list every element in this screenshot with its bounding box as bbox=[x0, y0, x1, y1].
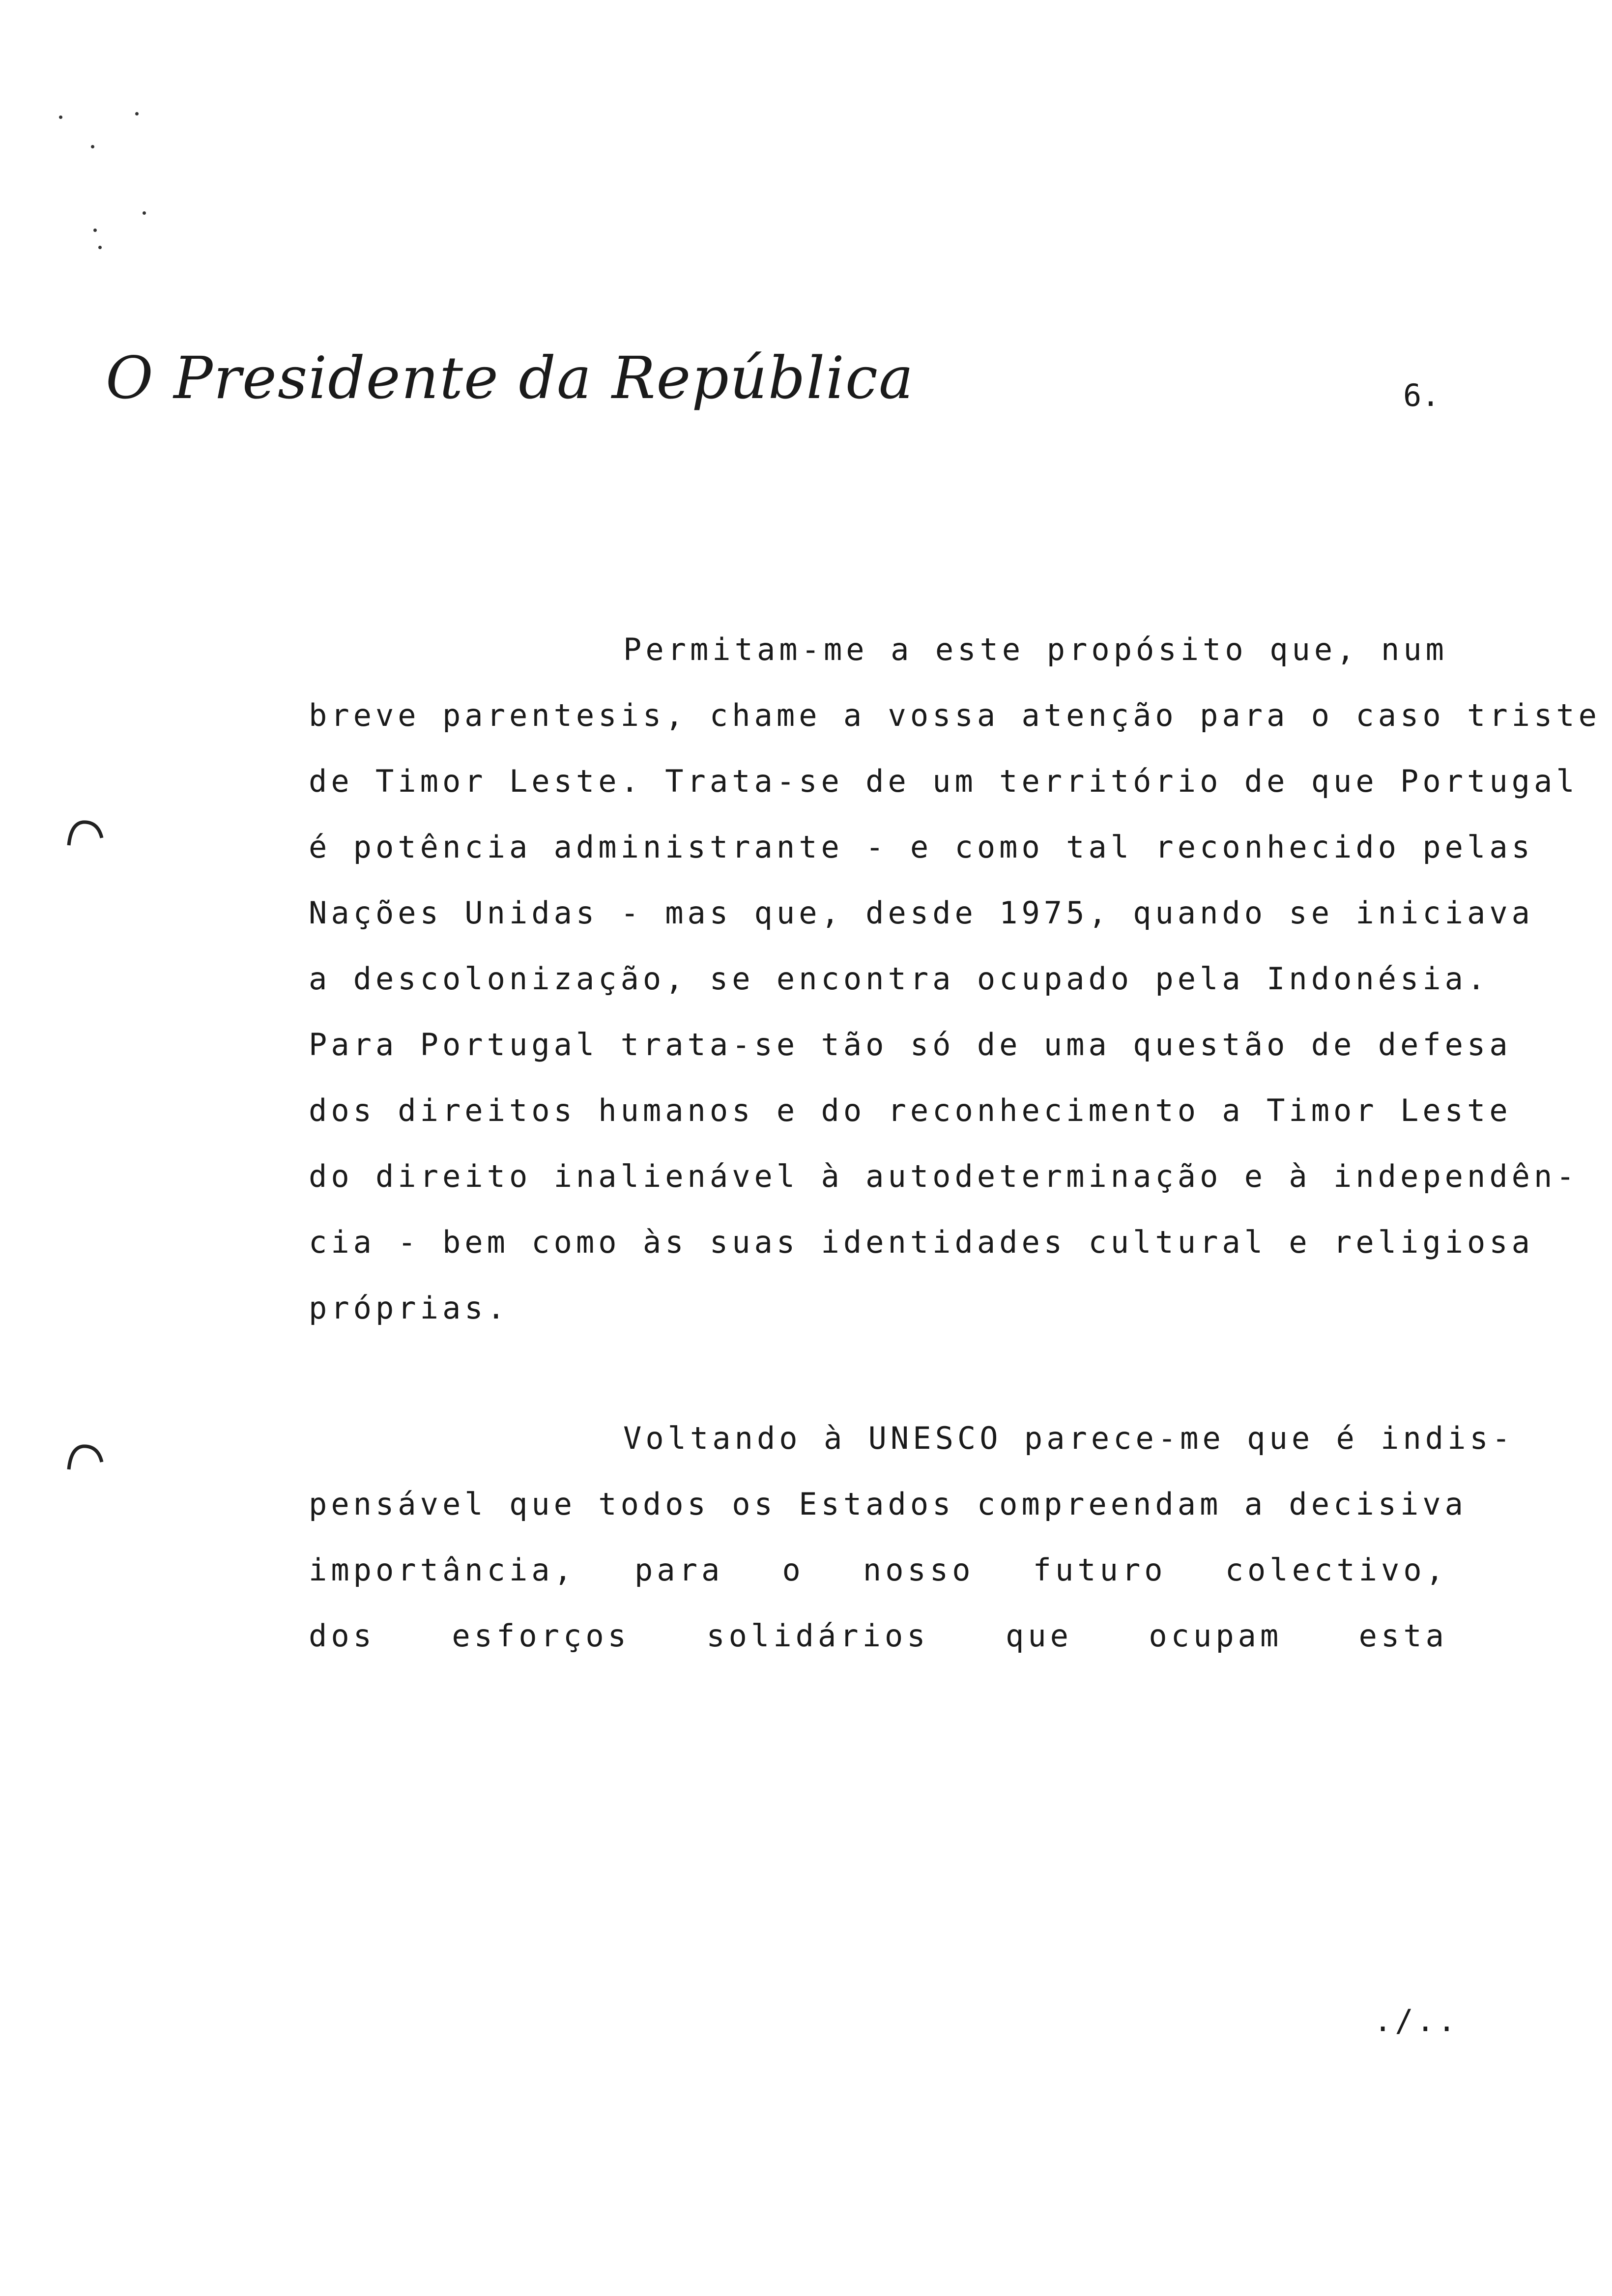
text-line: dos direitos humanos e do reconhecimento a Timor Leste bbox=[309, 1092, 1512, 1128]
paragraph-unesco bbox=[309, 1406, 1515, 1669]
scan-speck bbox=[93, 229, 97, 232]
text-line: é potência administrante - e como tal reconhecido pelas bbox=[309, 829, 1534, 865]
text-line: a descolonização, se encontra ocupado pela Indonésia. bbox=[309, 961, 1490, 997]
text-line: importância, para o nosso futuro colectivo, bbox=[309, 1552, 1448, 1588]
scan-speck bbox=[59, 115, 62, 119]
text-line: cia - bem como às suas identidades cultural e religiosa bbox=[309, 1224, 1534, 1260]
scan-speck bbox=[135, 112, 139, 115]
text-line: Nações Unidas - mas que, desde 1975, quando se iniciava bbox=[309, 895, 1534, 931]
paragraph-timor bbox=[309, 617, 1601, 1341]
text-line: breve parentesis, chame a vossa atenção para o caso triste bbox=[309, 697, 1601, 733]
punch-hole-mark bbox=[66, 1442, 106, 1472]
text-line: do direito inalienável à autodeterminação e à independên- bbox=[309, 1158, 1579, 1194]
text-line: Para Portugal trata-se tão só de uma questão de defesa bbox=[309, 1027, 1512, 1062]
page-number: 6. bbox=[1403, 377, 1440, 413]
scan-speck bbox=[91, 145, 94, 148]
text-line: de Timor Leste. Trata-se de um território de que Portugal bbox=[309, 763, 1579, 799]
text-line: Voltando à UNESCO parece-me que é indis- bbox=[623, 1420, 1515, 1456]
letterhead-title: O Presidente da República bbox=[106, 344, 915, 412]
text-line: dos esforços solidários que ocupam esta bbox=[309, 1618, 1448, 1654]
continuation-mark: ./.. bbox=[1374, 2003, 1459, 2038]
text-line: pensável que todos os Estados compreendam a decisiva bbox=[309, 1486, 1468, 1522]
punch-hole-mark bbox=[66, 818, 106, 848]
text-line: Permitam-me a este propósito que, num bbox=[623, 631, 1448, 667]
scan-speck bbox=[98, 246, 102, 249]
scan-speck bbox=[143, 211, 146, 215]
text-line: próprias. bbox=[309, 1290, 509, 1326]
